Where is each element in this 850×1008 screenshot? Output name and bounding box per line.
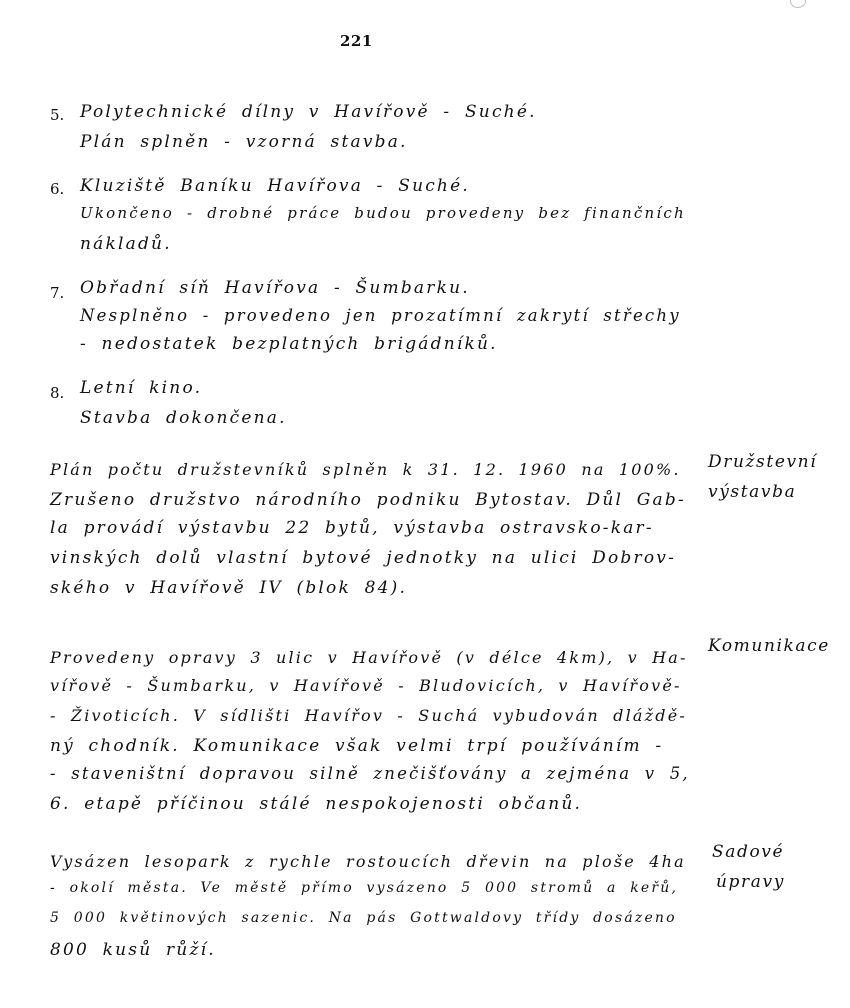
paragraph-line: Plán počtu družstevníků splněn k 31. 12. 1960 na 100%. (50, 460, 681, 479)
item-line: Ukončeno - drobné práce budou provedeny bez finančních (80, 204, 686, 222)
paragraph-line: - Životicích. V sídlišti Havířov - Suchá vybudován dláždě- (50, 706, 687, 725)
paragraph-line: vinských dolů vlastní bytové jednotky na ulici Dobrov- (50, 548, 677, 568)
paragraph-line: ný chodník. Komunikace však velmi trpí používáním - (50, 736, 664, 756)
margin-label: Družstevní (708, 452, 818, 472)
page-number: 221 (340, 32, 373, 50)
paragraph-line: - staveništní dopravou silně znečišťovány a zejména v 5, (50, 764, 690, 783)
margin-label: úpravy (716, 872, 785, 892)
item-line: Stavba dokončena. (80, 408, 287, 428)
paragraph-line: la provádí výstavbu 22 bytů, výstavba ostravsko-kar- (50, 518, 654, 538)
item-line: nákladů. (80, 234, 172, 254)
paragraph-line: - okolí města. Ve městě přímo vysázeno 5 000 stromů a keřů, (50, 880, 679, 896)
item-line: - nedostatek bezplatných brigádníků. (80, 334, 498, 354)
margin-label: Komunikace (708, 636, 830, 656)
item-line: Polytechnické dílny v Havířově - Suché. (80, 102, 537, 122)
corner-smudge (790, 0, 806, 8)
paragraph-line: ského v Havířově IV (blok 84). (50, 578, 408, 598)
item-line: Letní kino. (80, 378, 203, 398)
margin-label: výstavba (708, 482, 797, 502)
paragraph-line: Zrušeno družstvo národního podniku Bytostav. Důl Gab- (50, 490, 686, 510)
item-number: 6. (50, 180, 65, 198)
item-line: Obřadní síň Havířova - Šumbarku. (80, 278, 470, 298)
item-line: Plán splněn - vzorná stavba. (80, 132, 408, 152)
paragraph-line: Provedeny opravy 3 ulic v Havířově (v délce 4km), v Ha- (50, 648, 688, 667)
item-number: 5. (50, 106, 65, 124)
paragraph-line: 6. etapě příčinou stálé nespokojenosti občanů. (50, 794, 583, 814)
paragraph-line: vířově - Šumbarku, v Havířově - Bludovicích, v Havířově- (50, 676, 682, 695)
paragraph-line: 800 kusů růží. (50, 940, 216, 960)
item-number: 8. (50, 384, 65, 402)
item-line: Nesplněno - provedeno jen prozatímní zakrytí střechy (80, 306, 681, 325)
paragraph-line: Vysázen lesopark z rychle rostoucích dřevin na ploše 4ha (50, 852, 686, 871)
margin-label: Sadové (712, 842, 785, 862)
item-number: 7. (50, 284, 65, 302)
item-line: Kluziště Baníku Havířova - Suché. (80, 176, 470, 196)
paragraph-line: 5 000 květinových sazenic. Na pás Gottwaldovy třídy dosázeno (50, 910, 677, 926)
